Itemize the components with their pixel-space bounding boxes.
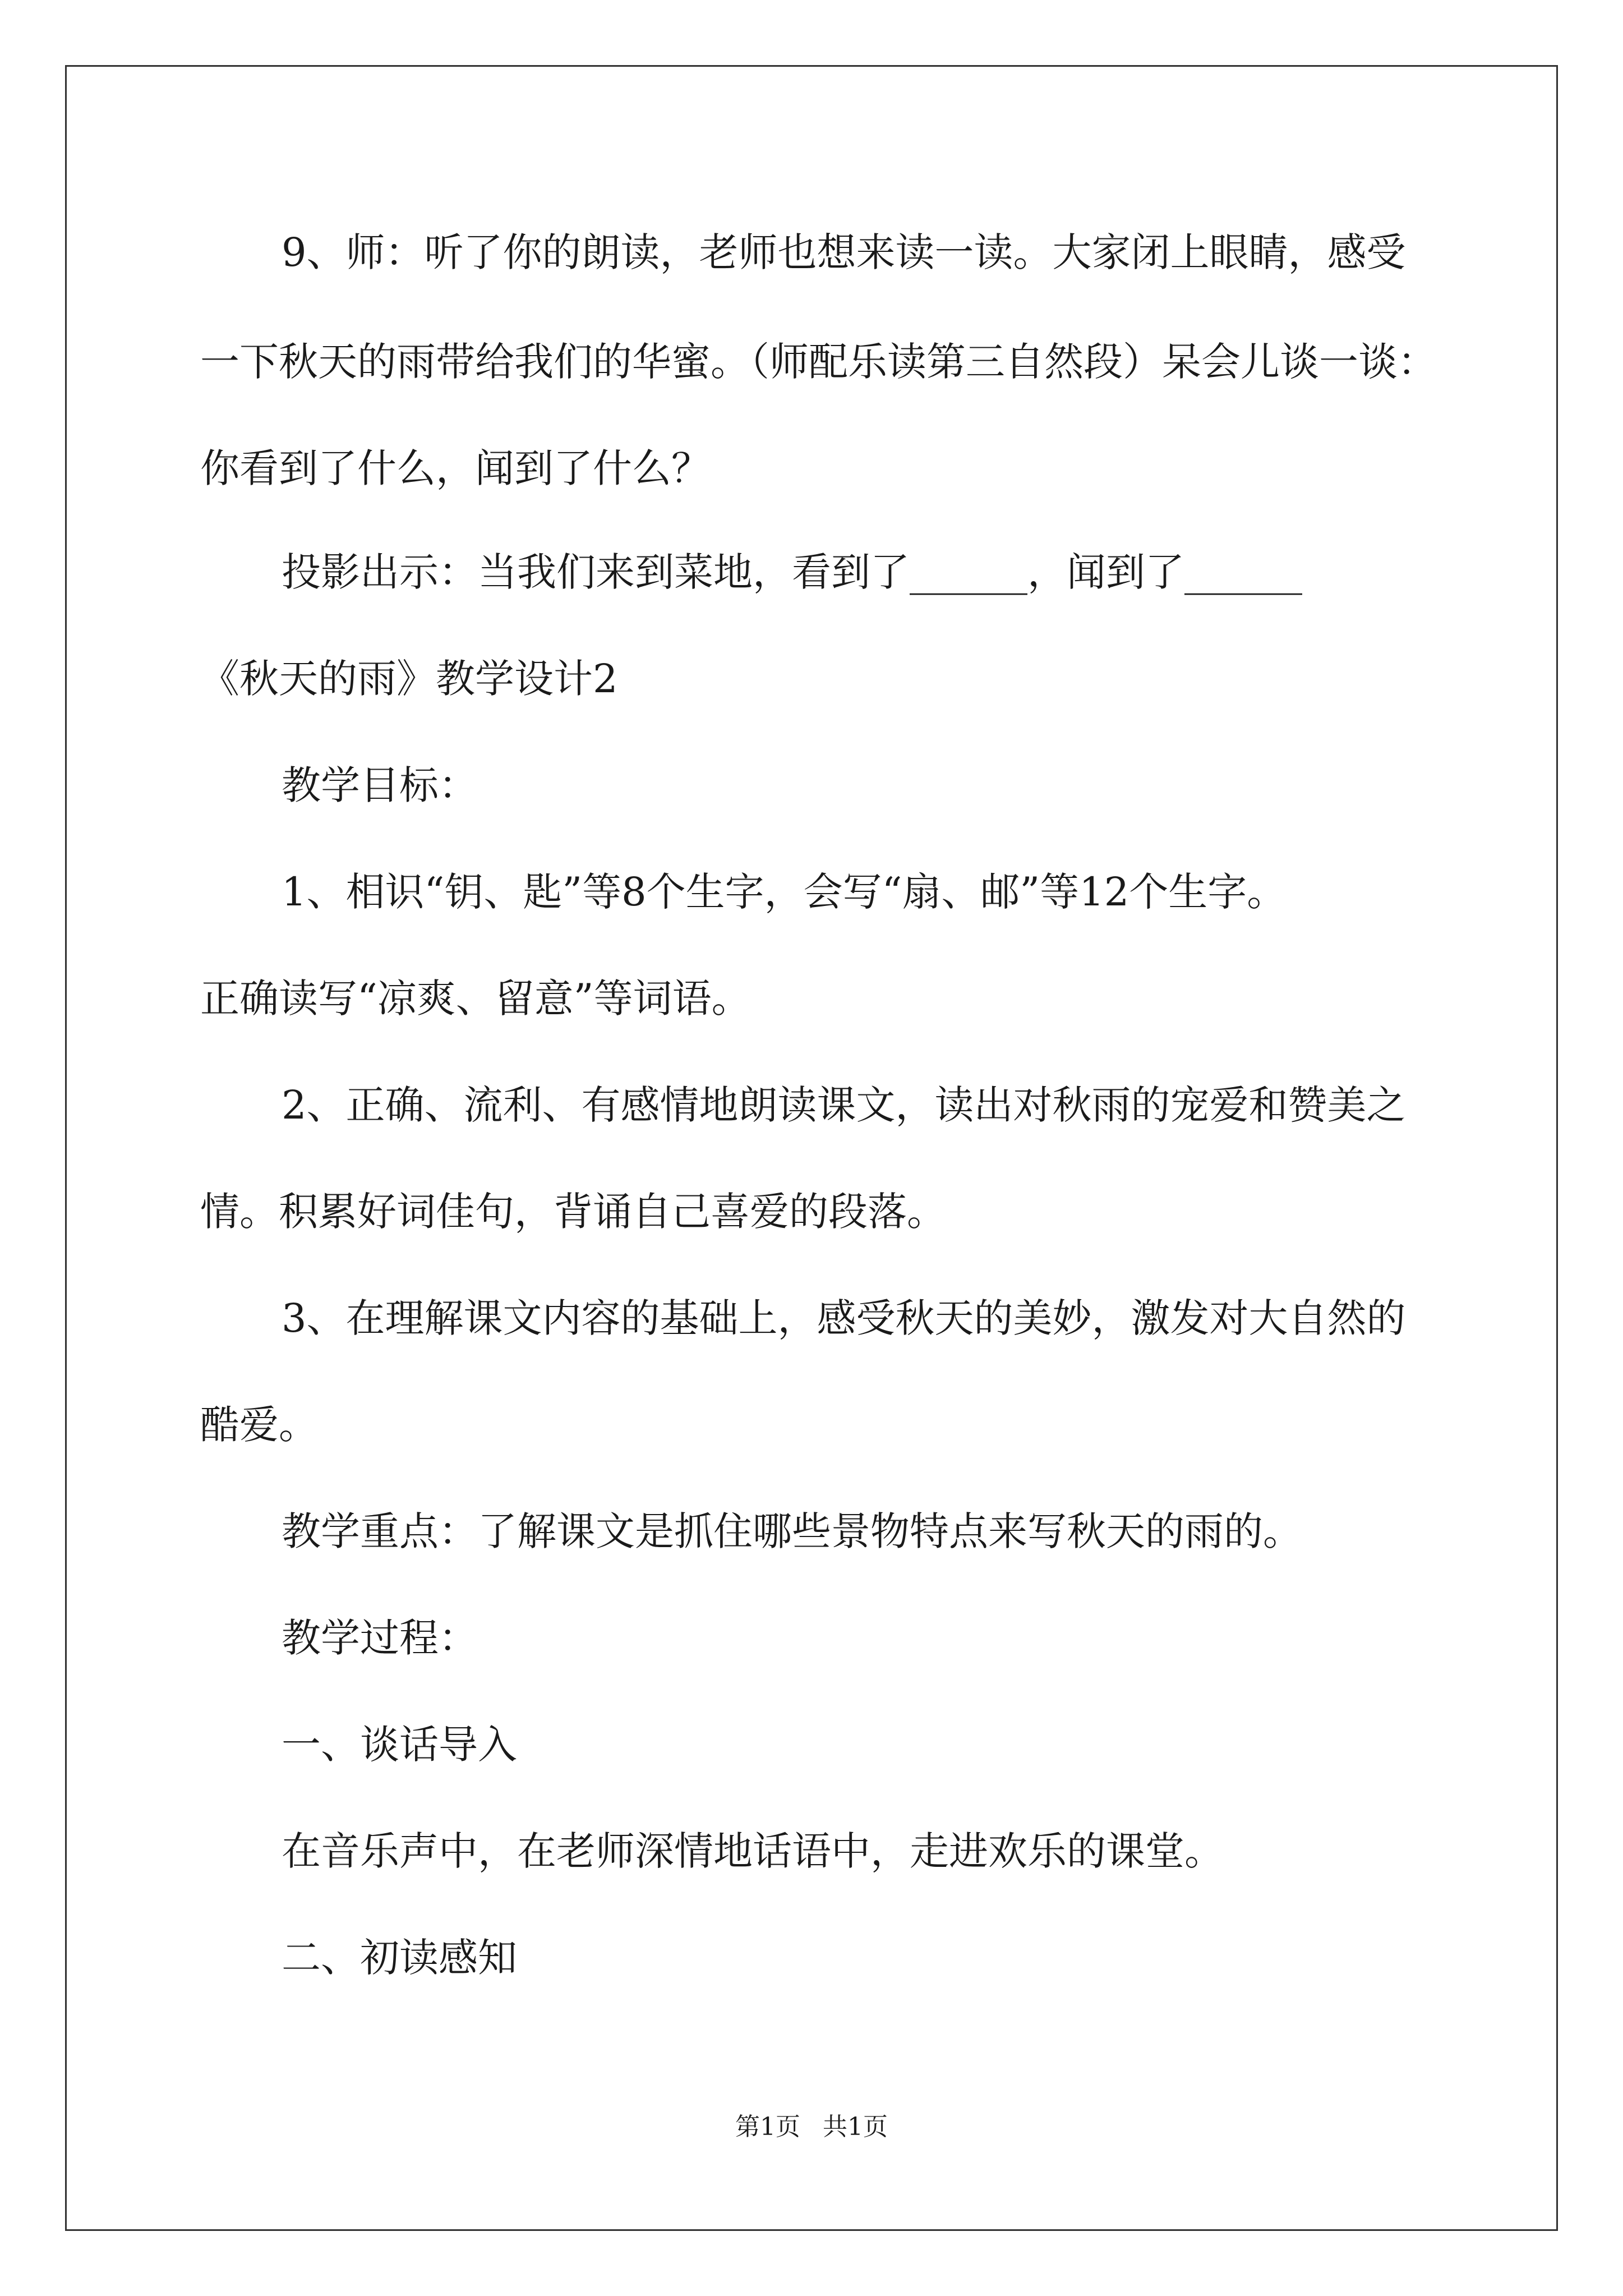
page-border (65, 65, 1558, 2231)
paragraph-line: 教学重点：了解课文是抓住哪些景物特点来写秋天的雨的。 (282, 1508, 1302, 1554)
paragraph-line: 在音乐声中，在老师深情地话语中，走进欢乐的课堂。 (282, 1828, 1224, 1874)
paragraph-line: 酷爱。 (200, 1402, 318, 1448)
paragraph-line: 3、在理解课文内容的基础上，感受秋天的美妙，激发对大自然的 (282, 1295, 1406, 1341)
page-number: 第1页 (735, 2113, 800, 2141)
paragraph-line: 教学目标： (282, 762, 478, 808)
paragraph-line: 1、相识“钥、匙”等8个生字，会写“扇、邮”等12个生字。 (282, 869, 1287, 915)
page-footer (0, 2111, 1623, 2143)
paragraph-line: 二、初读感知 (282, 1935, 517, 1981)
paragraph-line: 教学过程： (282, 1615, 478, 1661)
paragraph-line: 2、正确、流利、有感情地朗读课文，读出对秋雨的宠爱和赞美之 (282, 1082, 1406, 1128)
paragraph-line: 9、师：听了你的朗读，老师也想来读一读。大家闭上眼睛，感受 (282, 229, 1406, 275)
paragraph-line: 一、谈话导入 (282, 1722, 517, 1768)
paragraph-line: 一下秋天的雨带给我们的华蜜。（师配乐读第三自然段）呆会儿谈一谈： (200, 339, 1437, 385)
section-title: 《秋天的雨》教学设计2 (200, 656, 618, 702)
paragraph-line: 情。积累好词佳句，背诵自己喜爱的段落。 (200, 1189, 946, 1235)
paragraph-line: 你看到了什么，闻到了什么？ (200, 445, 711, 491)
page-total: 共1页 (823, 2113, 888, 2141)
paragraph-line: 正确读写“凉爽、留意”等词语。 (200, 976, 751, 1022)
paragraph-line: 投影出示：当我们来到菜地，看到了______，闻到了______ (282, 549, 1302, 595)
